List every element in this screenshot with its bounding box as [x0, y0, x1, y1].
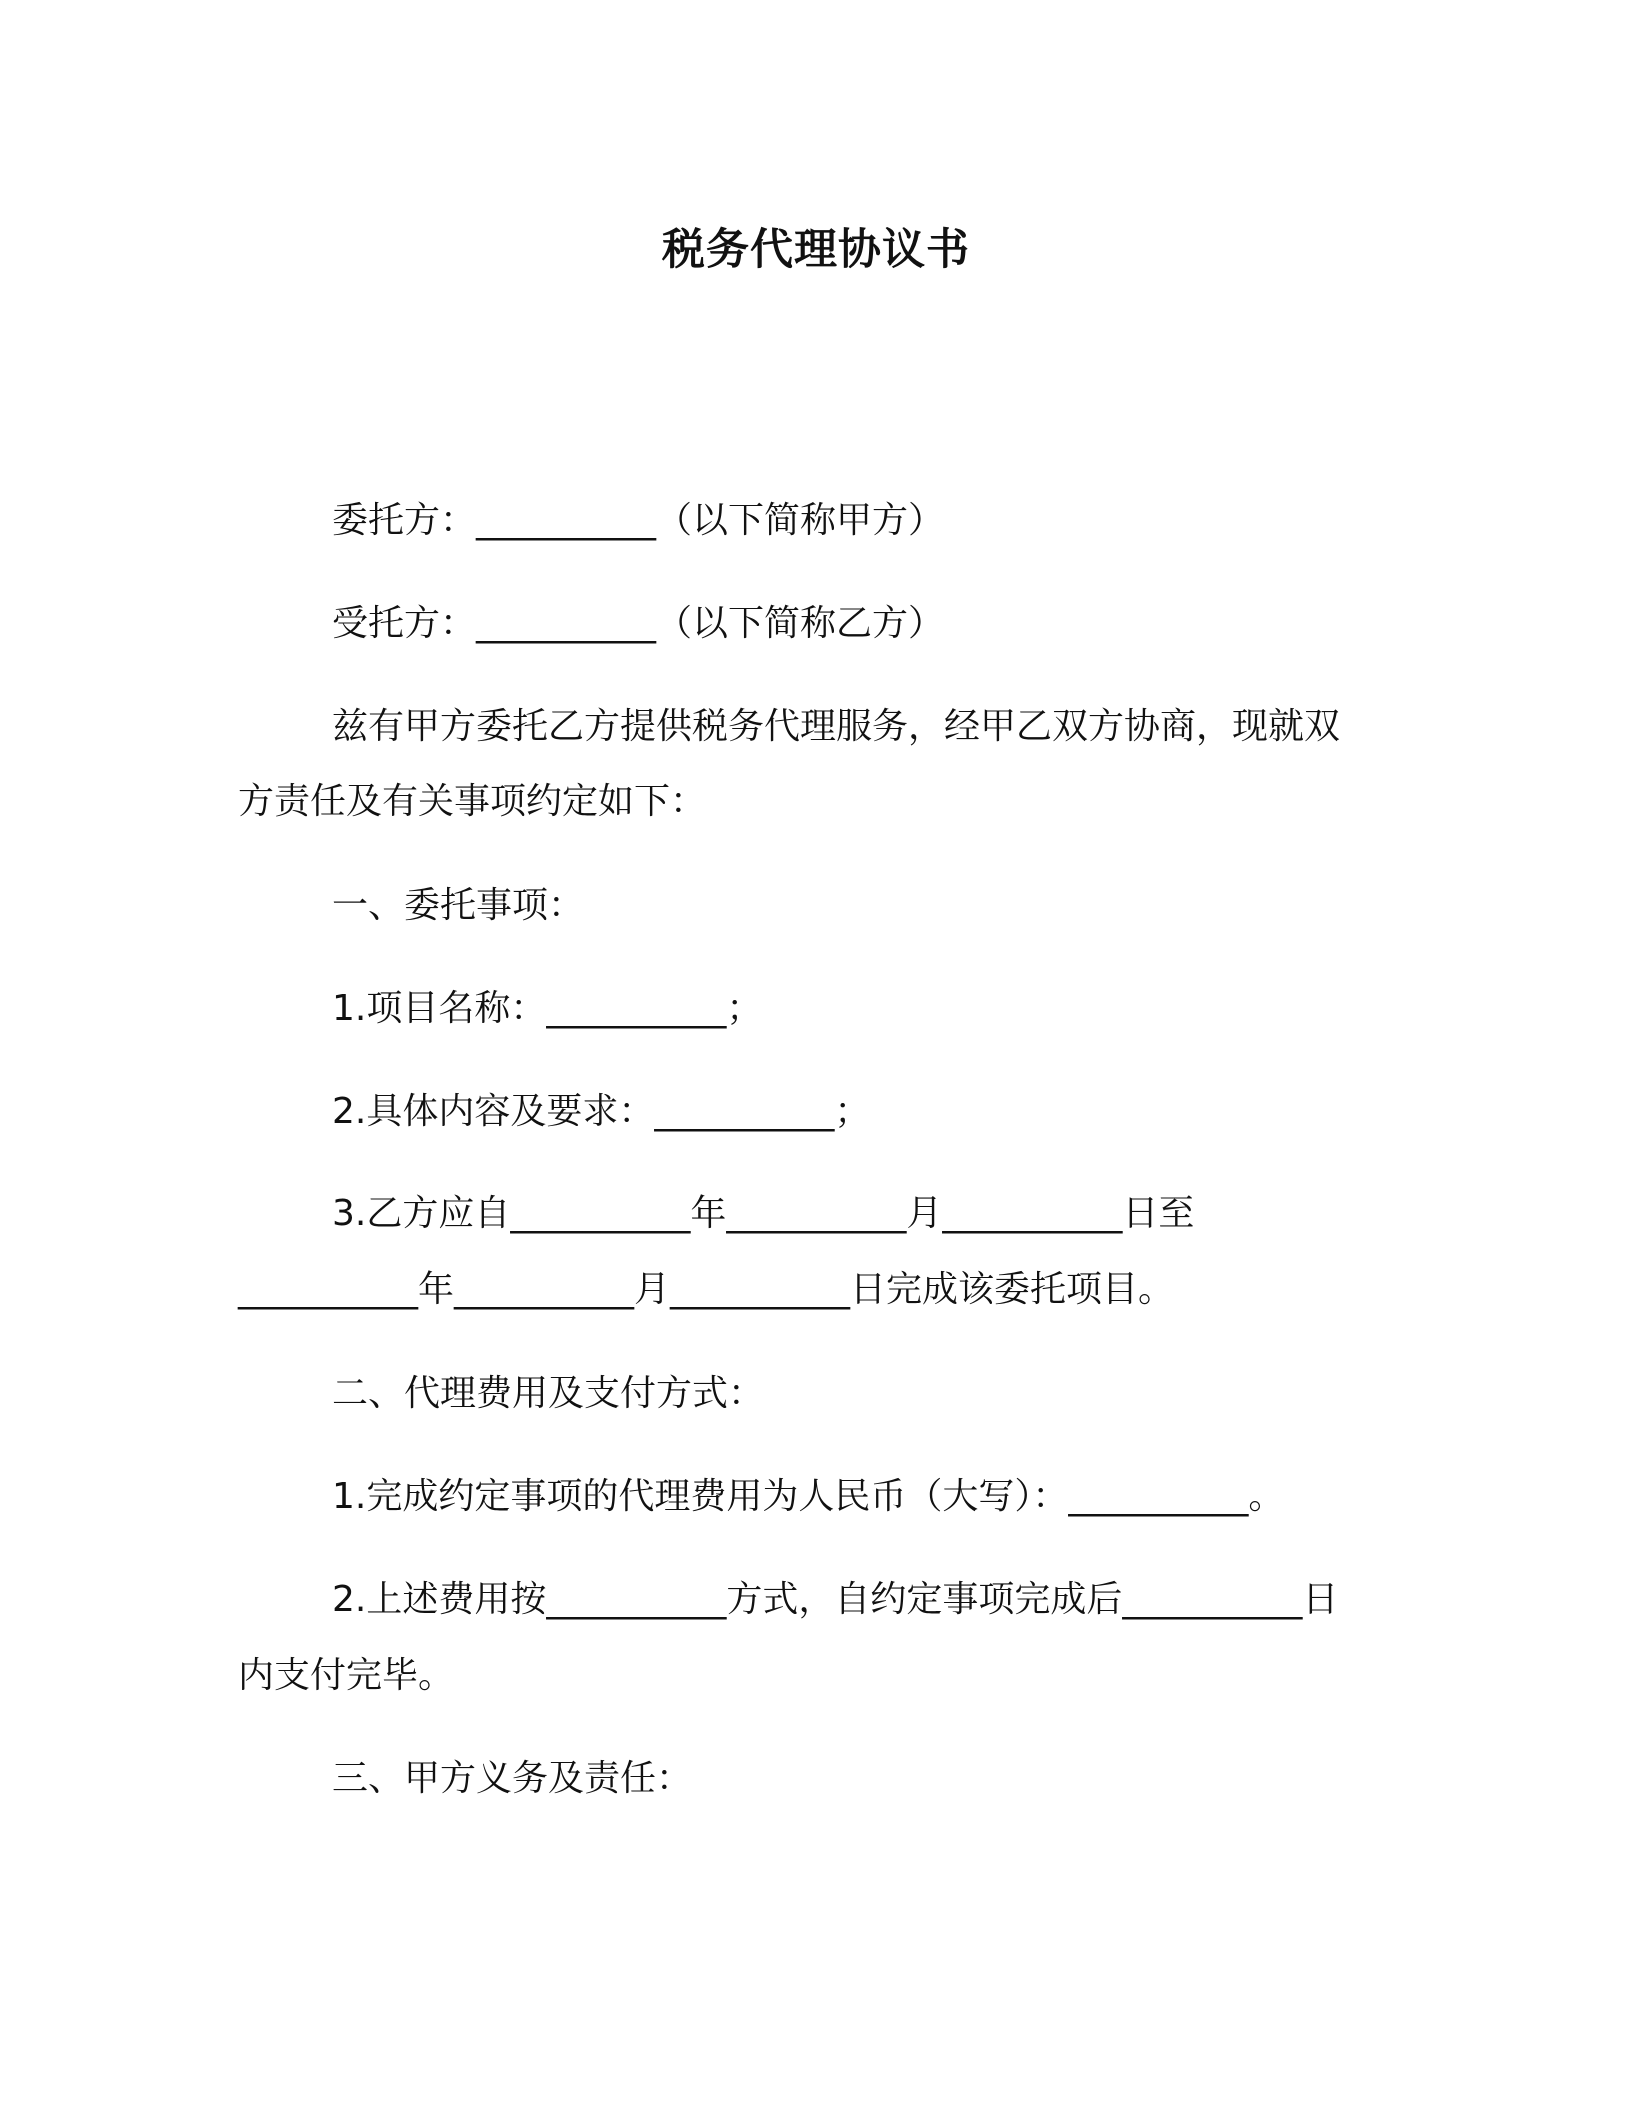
client-line: 委托方：__________（以下简称甲方）	[332, 500, 945, 541]
section-2-heading: 二、代理费用及支付方式：	[332, 1373, 765, 1414]
item-content-requirements: 2.具体内容及要求：__________；	[332, 1091, 871, 1132]
section-1-heading: 一、委托事项：	[332, 885, 585, 926]
intro-paragraph-line-1: 兹有甲方委托乙方提供税务代理服务，经甲乙双方协商，现就双	[332, 706, 1341, 747]
item-payment-line-2: 内支付完毕。	[238, 1655, 455, 1696]
item-project-name: 1.项目名称：__________；	[332, 988, 763, 1029]
intro-paragraph-line-2: 方责任及有关事项约定如下：	[238, 781, 707, 822]
item-schedule-line-2: __________年__________月__________日完成该委托项目。	[238, 1269, 1175, 1310]
item-payment-line-1: 2.上述费用按__________方式，自约定事项完成后__________日	[332, 1579, 1339, 1620]
agent-line: 受托方：__________（以下简称乙方）	[332, 603, 945, 644]
item-fee-amount: 1.完成约定事项的代理费用为人民币（大写）：__________。	[332, 1476, 1285, 1517]
section-3-heading: 三、甲方义务及责任：	[332, 1758, 693, 1799]
item-schedule-line-1: 3.乙方应自__________年__________月__________日至	[332, 1193, 1195, 1234]
page-title: 税务代理协议书	[662, 225, 970, 275]
